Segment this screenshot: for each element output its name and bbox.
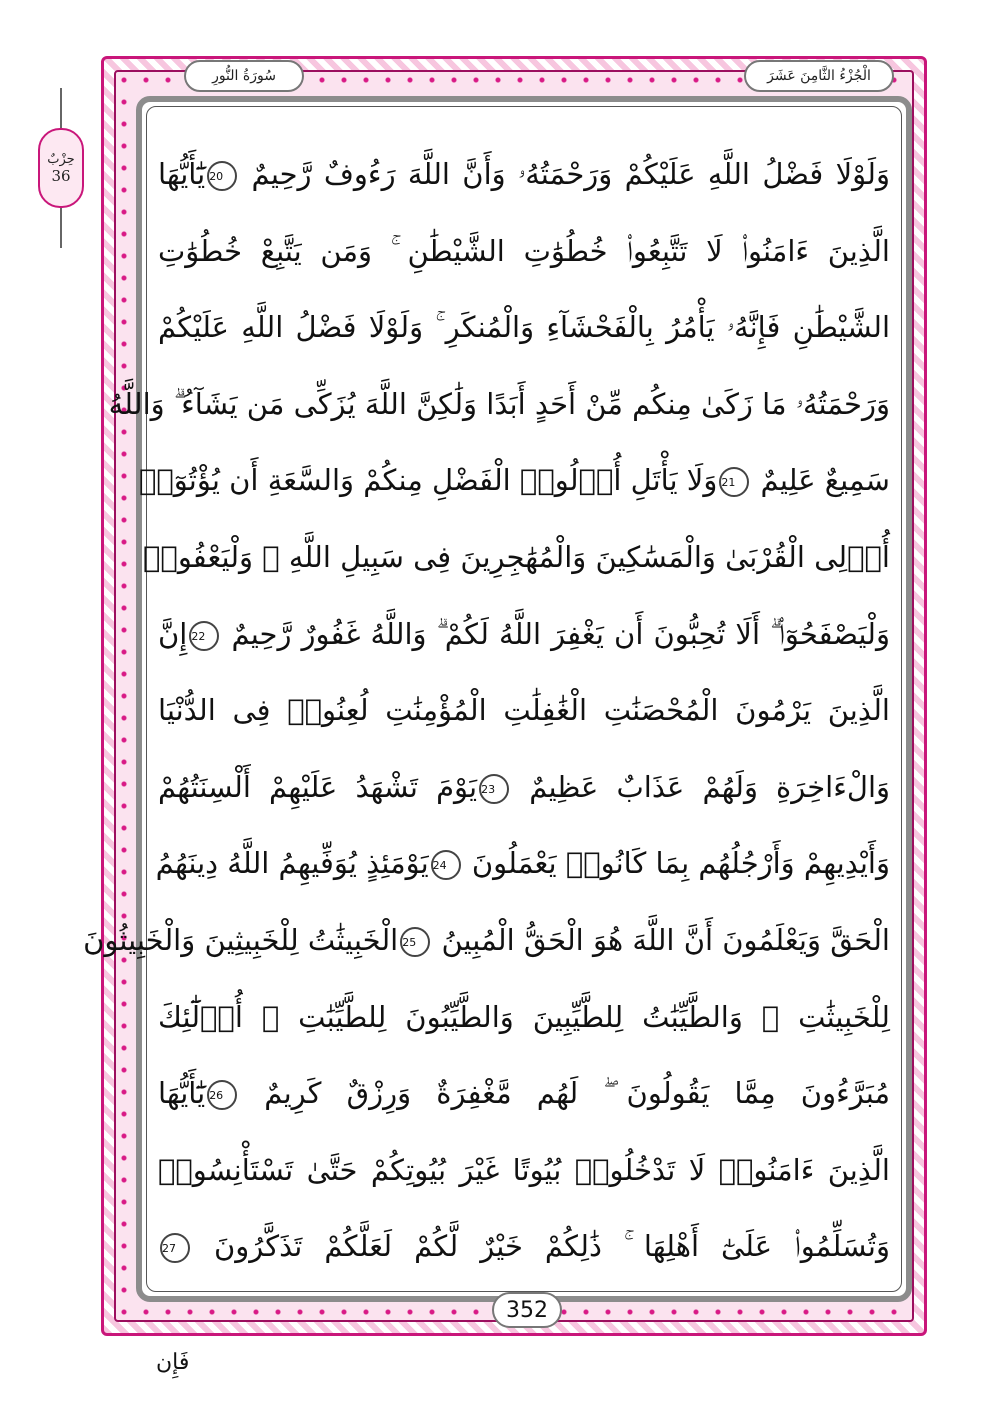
- ayah-number-marker: 21: [719, 467, 749, 497]
- catchword: فَإِن: [156, 1350, 190, 1375]
- text-line: [158, 293, 890, 361]
- ayah-number-marker: 26: [207, 1080, 237, 1110]
- hizb-label: حِزْبٌ: [47, 151, 75, 167]
- text-line: [158, 676, 890, 744]
- hizb-stem-top: [60, 88, 62, 128]
- ayah-number-marker: 20: [207, 161, 237, 191]
- ayah-number-marker: 23: [479, 774, 509, 804]
- text-line: [158, 1059, 890, 1127]
- ayah-text: يَٰٓأَيُّهَا: [158, 157, 206, 191]
- hizb-badge: [38, 128, 84, 208]
- ayah-text: يَوْمَ تَشْهَدُ عَلَيْهِمْ أَلْسِنَتُهُمْ: [158, 769, 478, 804]
- ayah-text: يَوْمَئِذٍ يُوَفِّيهِمُ اللَّهُ دِينَهُمُ: [155, 846, 429, 881]
- text-line: [158, 217, 890, 285]
- hizb-marker: [38, 88, 84, 248]
- page-number: 352: [492, 1292, 562, 1328]
- hizb-stem-bottom: [60, 208, 62, 248]
- ayah-text: وَالْءَاخِرَةِ وَلَهُمْ عَذَابٌ عَظِيمٌ: [511, 769, 891, 804]
- text-line: [158, 1212, 890, 1280]
- quran-text: [83, 112, 891, 1272]
- hizb-number: 36: [51, 166, 71, 185]
- juz-name-header: الْجُزْءُ الثَّامِنَ عَشَرَ: [744, 60, 894, 92]
- text-line: [155, 829, 890, 897]
- ayah-text: وَرَحْمَتُهُۥ مَا زَكَىٰ مِنكُم مِّنْ أَحَدٍ أَبَدًا وَلَٰكِنَّ اللَّهَ يُزَكِّى مَن يَشَآءُ ۗ وَاللَّهُ: [108, 386, 890, 421]
- ayah-text: وَأَيْدِيهِمْ وَأَرْجُلُهُم بِمَا كَانُوا۟ يَعْمَلُونَ: [462, 846, 890, 881]
- ayah-text: أُو۟لِى الْقُرْبَىٰ وَالْمَسَٰكِينَ وَالْمُهَٰجِرِينَ فِى سَبِيلِ اللَّهِ ۖ وَلْيَعْفُوا۟: [143, 540, 890, 574]
- text-line: [139, 446, 890, 514]
- ayah-text: سَمِيعٌ عَلِيمٌ: [751, 463, 890, 498]
- ayah-text: وَلَوْلَا فَضْلُ اللَّهِ عَلَيْكُمْ وَرَحْمَتُهُۥ وَأَنَّ اللَّهَ رَءُوفٌ رَّحِيمٌ: [239, 157, 890, 191]
- ayah-text: الْحَقَّ وَيَعْلَمُونَ أَنَّ اللَّهَ هُوَ الْحَقُّ الْمُبِينُ: [432, 923, 890, 957]
- ayah-text: إِنَّ: [158, 616, 188, 651]
- ayah-text: يَٰٓأَيُّهَا: [158, 1076, 206, 1111]
- ayah-text: وَلْيَصْفَحُوٓا۟ ۗ أَلَا تُحِبُّونَ أَن يَغْفِرَ اللَّهُ لَكُمْ ۗ وَاللَّهُ غَفُورٌ رَّحِيمٌ: [221, 616, 890, 651]
- ayah-text: مُبَرَّءُونَ مِمَّا يَقُولُونَ ۖ لَهُم مَّغْفِرَةٌ وَرِزْقٌ كَرِيمٌ: [239, 1076, 890, 1111]
- text-line: [158, 140, 890, 208]
- ayah-text: وَتُسَلِّمُوا۟ عَلَىٰٓ أَهْلِهَا ۚ ذَٰلِكُمْ خَيْرٌ لَّكُمْ لَعَلَّكُمْ تَذَكَّرُونَ: [192, 1229, 890, 1264]
- surah-name-header: سُورَةُ النُّورِ: [184, 60, 304, 92]
- ayah-text: لِلْخَبِيثَٰتِ ۖ وَالطَّيِّبَٰتُ لِلطَّيِّبِينَ وَالطَّيِّبُونَ لِلطَّيِّبَٰتِ ۚ أُو۟لَٰٓئِكَ: [158, 999, 890, 1034]
- ayah-text: الْخَبِيثَٰتُ لِلْخَبِيثِينَ وَالْخَبِيثُونَ: [83, 923, 399, 957]
- text-line: [83, 906, 890, 974]
- ayah-text: الشَّيْطَٰنِ فَإِنَّهُۥ يَأْمُرُ بِالْفَحْشَآءِ وَالْمُنكَرِ ۚ وَلَوْلَا فَضْلُ اللَّهِ عَلَيْكُمْ: [158, 310, 890, 345]
- text-line: [108, 370, 890, 438]
- ayah-text: الَّذِينَ يَرْمُونَ الْمُحْصَنَٰتِ الْغَٰفِلَٰتِ الْمُؤْمِنَٰتِ لُعِنُوا۟ فِى الدُّنْيَا: [158, 693, 890, 728]
- ayah-text: وَلَا يَأْتَلِ أُو۟لُوا۟ الْفَضْلِ مِنكُمْ وَالسَّعَةِ أَن يُؤْتُوٓا۟: [139, 463, 718, 498]
- ayah-text: الَّذِينَ ءَامَنُوا۟ لَا تَتَّبِعُوا۟ خُطُوَٰتِ الشَّيْطَٰنِ ۚ وَمَن يَتَّبِعْ خُطُوَٰتِ: [158, 233, 890, 268]
- ayah-number-marker: 27: [160, 1233, 190, 1263]
- text-line: [158, 983, 890, 1051]
- text-line: [158, 753, 890, 821]
- ayah-number-marker: 25: [400, 927, 430, 957]
- ayah-number-marker: 22: [189, 621, 219, 651]
- text-line: [158, 1136, 890, 1204]
- ayah-number-marker: 24: [431, 850, 461, 880]
- ayah-text: الَّذِينَ ءَامَنُوا۟ لَا تَدْخُلُوا۟ بُيُوتًا غَيْرَ بُيُوتِكُمْ حَتَّىٰ تَسْتَأْنِسُوا۟: [158, 1152, 890, 1187]
- text-line: [158, 600, 890, 668]
- text-line: [143, 523, 890, 591]
